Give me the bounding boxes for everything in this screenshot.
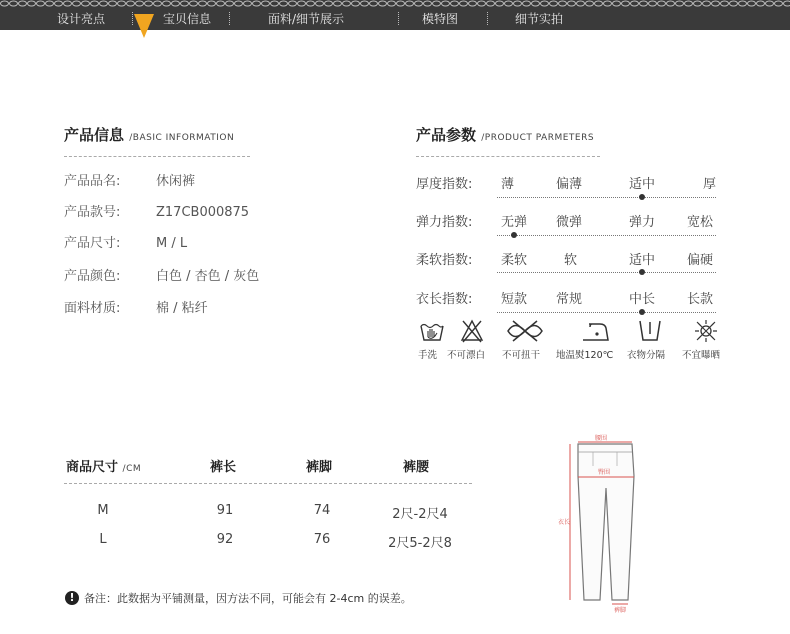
param-selected-marker [639, 309, 645, 315]
no-wring-icon [505, 318, 545, 344]
care-label: 不可扭干 [502, 350, 541, 361]
param-option: 弹力 [629, 215, 656, 230]
info-value: M / L [156, 236, 188, 251]
size-table-title: 商品尺寸 /CM [66, 460, 142, 475]
param-option: 软 [564, 253, 578, 268]
param-selected-marker [639, 194, 645, 200]
nav-item-detail-photos[interactable]: 细节实拍 [515, 12, 564, 26]
param-option: 无弹 [501, 215, 528, 230]
param-label: 衣长指数: [416, 292, 473, 307]
param-scale-line [497, 197, 716, 198]
info-label: 产品尺寸: [64, 236, 121, 251]
param-scale-line [497, 312, 716, 313]
size-table-unit: /CM [122, 464, 142, 474]
param-option: 常规 [556, 292, 583, 307]
info-value: 休闲裤 [156, 174, 196, 189]
product-params-subtitle: /PRODUCT PARMETERS [481, 133, 595, 143]
param-option: 短款 [501, 292, 528, 307]
size-cell: 2尺5-2尺8 [388, 536, 452, 551]
size-cell: 74 [313, 503, 331, 518]
hand-wash-icon [419, 318, 445, 344]
nav-separator [398, 12, 399, 25]
product-params-heading: 产品参数 /PRODUCT PARMETERS [416, 126, 595, 144]
nav-item-fabric-details[interactable]: 面料/细节展示 [268, 12, 345, 26]
no-sun-dry-icon [693, 318, 719, 344]
info-value: 白色 / 杏色 / 灰色 [156, 269, 260, 284]
info-label: 产品款号: [64, 205, 121, 220]
info-label: 面料材质: [64, 301, 121, 316]
nav-separator [487, 12, 488, 25]
care-label: 不可漂白 [447, 350, 486, 361]
product-info-heading: 产品信息 /BASIC INFORMATION [64, 126, 235, 144]
top-nav-bar [0, 0, 790, 30]
nav-item-model-photos[interactable]: 模特图 [422, 12, 459, 26]
nav-chain-decoration [0, 0, 790, 7]
param-scale-line [497, 235, 716, 236]
length-label: 衣长 [558, 519, 571, 526]
no-bleach-icon [459, 318, 485, 344]
param-option: 厚 [703, 177, 717, 192]
size-table-header: 裤长 [210, 460, 237, 475]
info-value: 棉 / 粘纤 [156, 301, 208, 316]
param-option: 中长 [629, 292, 656, 307]
divider [416, 156, 600, 157]
product-info-subtitle: /BASIC INFORMATION [129, 133, 235, 143]
separate-wash-icon [637, 318, 663, 344]
info-row-size [64, 232, 187, 251]
hem-label: 裤脚 [614, 607, 627, 614]
pants-measurement-diagram [548, 432, 658, 614]
info-row-material [64, 297, 208, 316]
param-label: 弹力指数: [416, 215, 473, 230]
param-option: 适中 [629, 253, 656, 268]
size-cell: 91 [216, 503, 234, 518]
param-option: 偏薄 [556, 177, 583, 192]
measurement-note: 备注：此数据为平铺测量，因方法不同，可能会有 2-4cm 的误差。 [84, 592, 412, 605]
divider [64, 156, 250, 157]
size-cell: M [97, 503, 109, 518]
param-label: 柔软指数: [416, 253, 473, 268]
care-label: 不宜曝晒 [682, 350, 721, 361]
nav-item-design-highlights[interactable]: 设计亮点 [57, 12, 106, 26]
size-cell: 92 [216, 532, 234, 547]
param-option: 宽松 [687, 215, 714, 230]
param-option: 适中 [629, 177, 656, 192]
size-table-header: 裤腰 [403, 460, 430, 475]
nav-separator [132, 12, 133, 25]
nav-item-product-info[interactable]: 宝贝信息 [163, 12, 212, 26]
param-selected-marker [639, 269, 645, 275]
param-option: 偏硬 [687, 253, 714, 268]
size-cell: 2尺-2尺4 [392, 507, 448, 522]
waist-label: 腰围 [595, 435, 608, 442]
divider [64, 483, 472, 484]
care-label: 地温熨120℃ [556, 350, 614, 361]
param-option: 长款 [687, 292, 714, 307]
param-option: 柔软 [501, 253, 528, 268]
param-option: 薄 [501, 177, 515, 192]
nav-separator [229, 12, 230, 25]
param-scale-line [497, 272, 716, 273]
info-value: Z17CB000875 [156, 205, 250, 220]
info-row-color [64, 265, 259, 284]
low-iron-icon [580, 318, 612, 344]
warning-icon: ! [65, 591, 79, 605]
info-label: 产品颜色: [64, 269, 121, 284]
param-label: 厚度指数: [416, 177, 473, 192]
hip-label: 臀围 [598, 469, 611, 476]
size-cell: 76 [313, 532, 331, 547]
size-cell: L [99, 532, 107, 547]
info-row-style-no [64, 201, 249, 220]
param-option: 微弹 [556, 215, 583, 230]
info-row-name [64, 170, 195, 189]
size-table-header: 裤脚 [306, 460, 333, 475]
care-label: 手洗 [418, 350, 438, 361]
param-selected-marker [511, 232, 517, 238]
care-label: 衣物分隔 [627, 350, 666, 361]
active-tab-pointer-icon [134, 14, 154, 38]
info-label: 产品品名: [64, 174, 121, 189]
